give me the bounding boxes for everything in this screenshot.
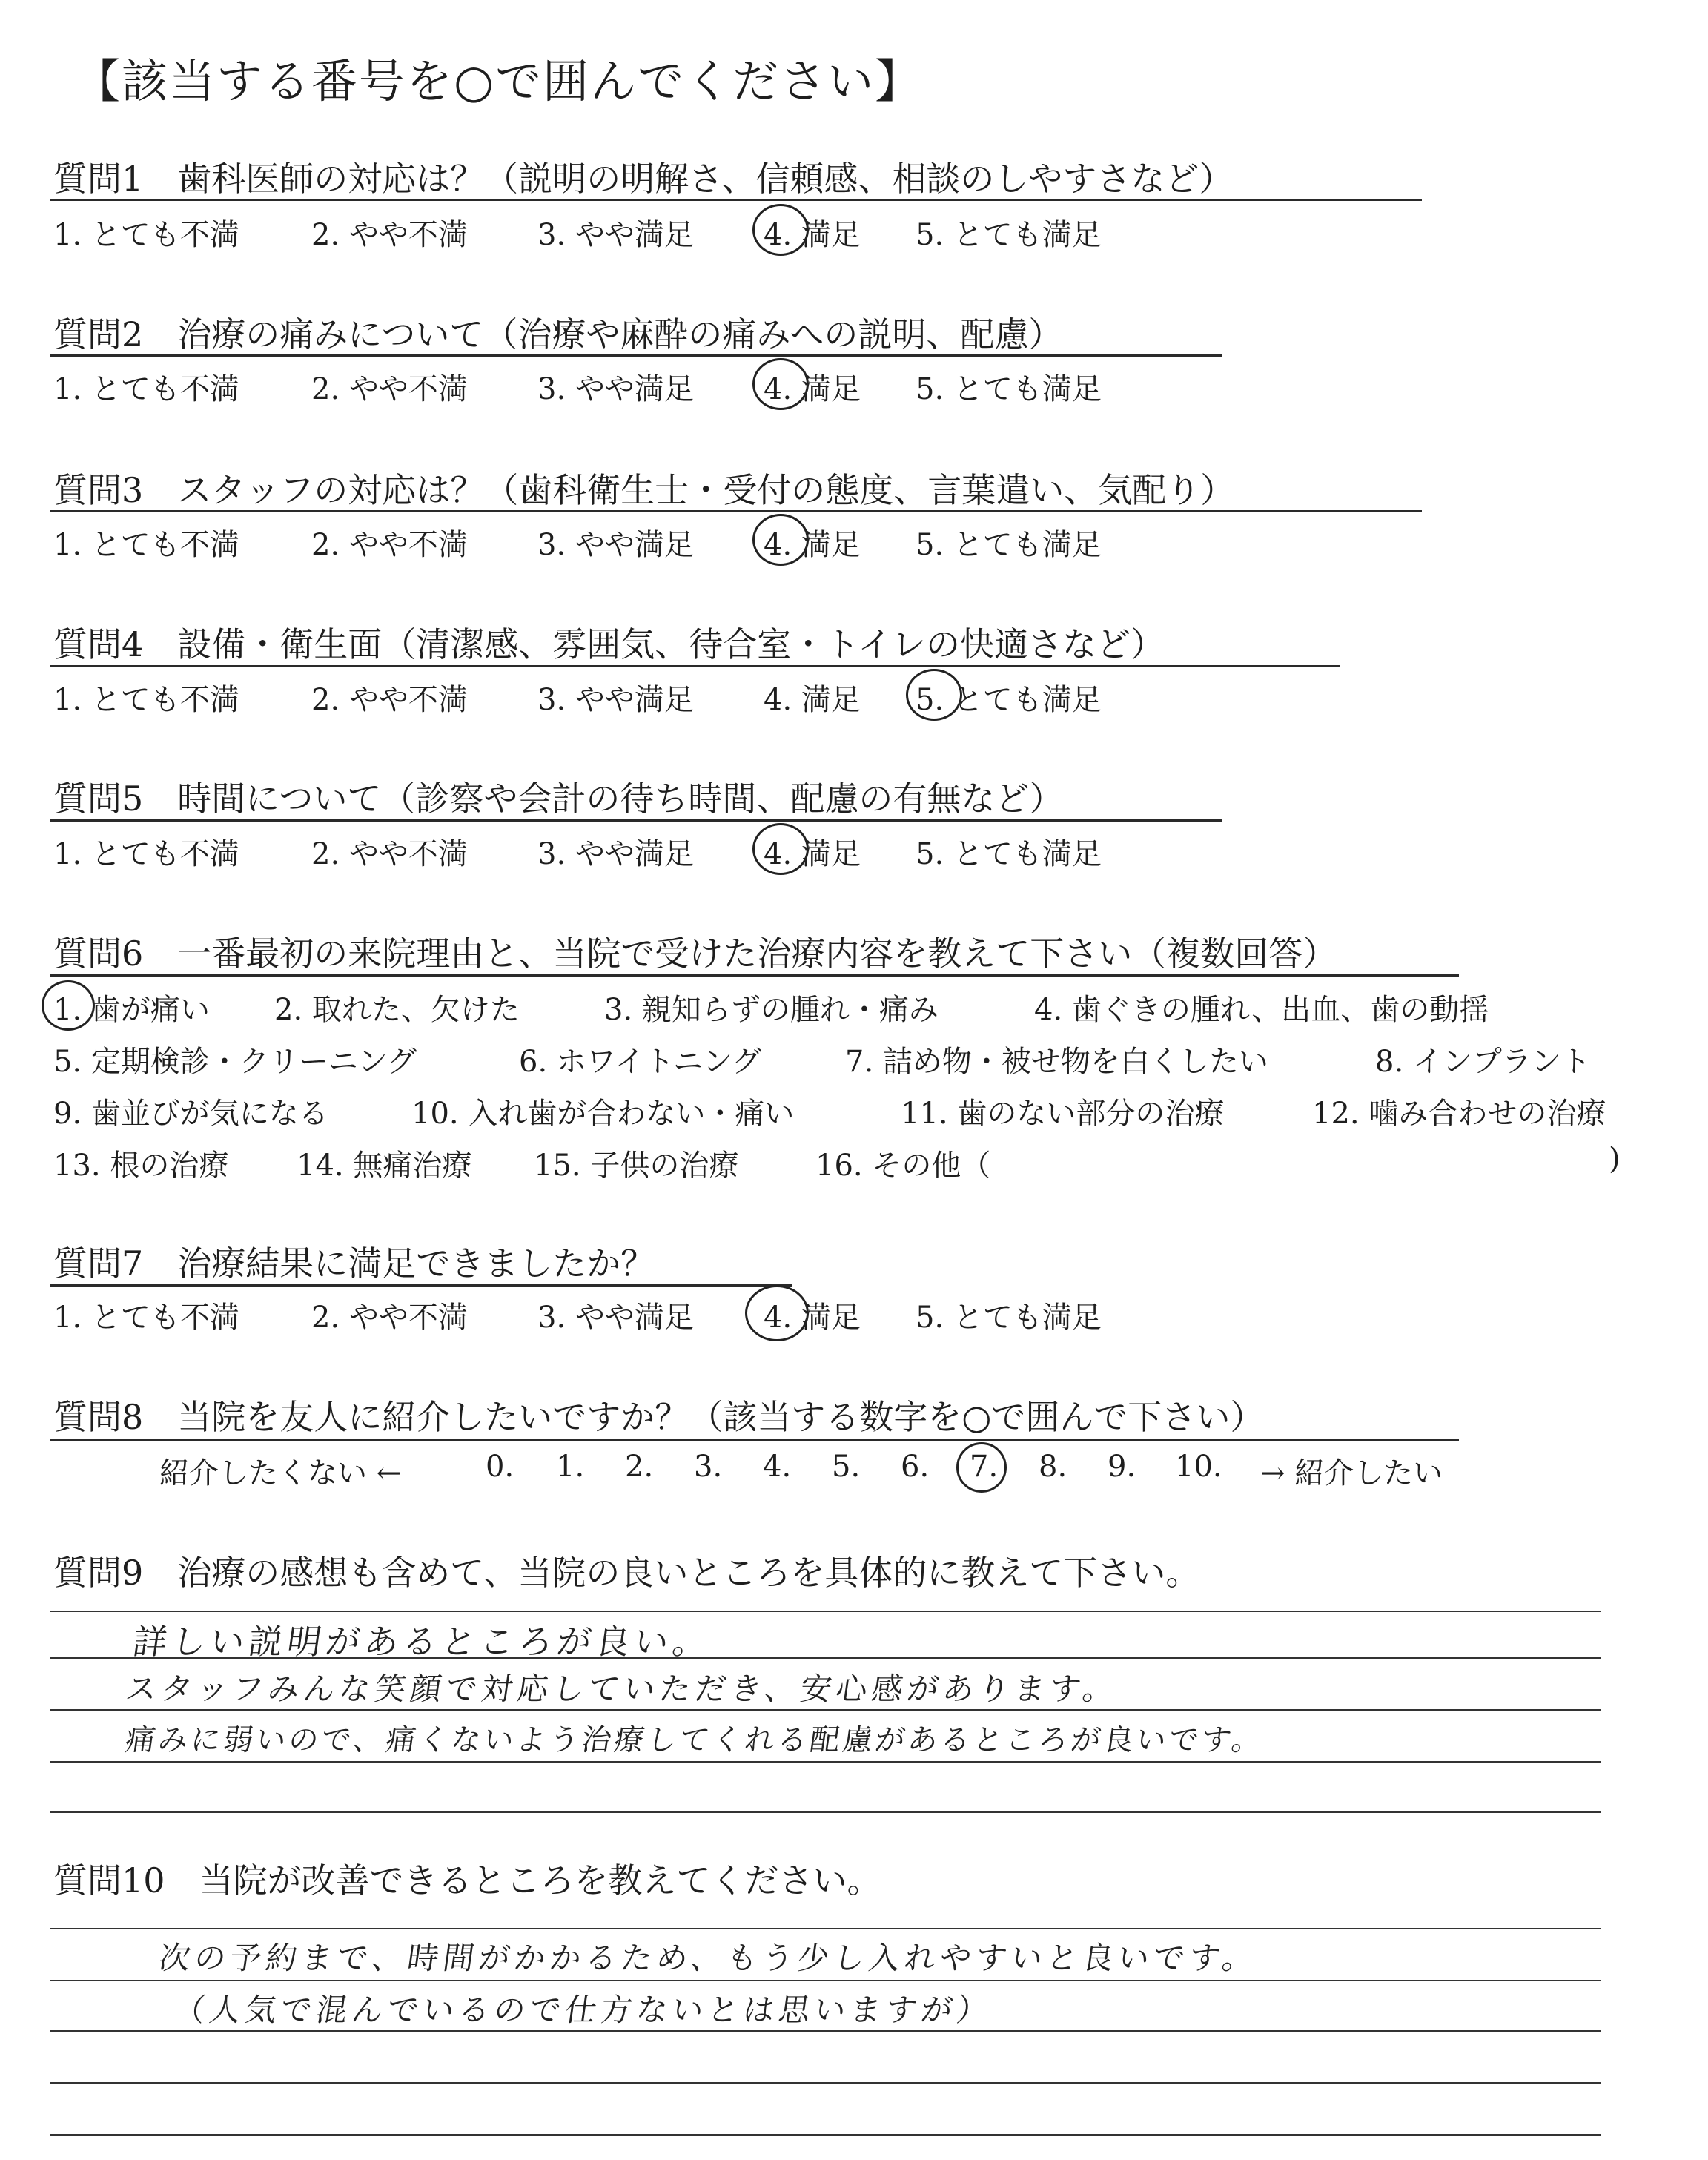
q6-option-11[interactable]: 11. 歯のない部分の治療: [901, 1097, 1225, 1131]
answer-line: [50, 1928, 1601, 1929]
q5-underline: [50, 819, 1222, 822]
answer-line: [50, 2030, 1601, 2032]
q8-score-3[interactable]: 3.: [694, 1450, 723, 1484]
q5-option-3[interactable]: 3. やや満足: [537, 837, 694, 871]
q7-underline: [50, 1284, 792, 1287]
q9-title: 質問9 治療の感想も含めて、当院の良いところを具体的に教えて下さい。: [53, 1553, 1200, 1593]
q6-option-14[interactable]: 14. 無痛治療: [297, 1149, 472, 1183]
q6-underline: [50, 974, 1459, 977]
q8-score-10[interactable]: 10.: [1175, 1450, 1222, 1484]
q8-score-6[interactable]: 6.: [901, 1450, 930, 1484]
q8-score-9[interactable]: 9.: [1108, 1450, 1136, 1484]
q8-title: 質問8 当院を友人に紹介したいですか？（該当する数字を○で囲んで下さい）: [53, 1397, 1265, 1437]
q2-option-5[interactable]: 5. とても満足: [916, 372, 1102, 406]
q8-score-0[interactable]: 0.: [486, 1450, 514, 1484]
q1-option-4[interactable]: 4. 満足: [764, 218, 861, 252]
q1-selection-circle: [752, 204, 809, 256]
q7-option-2[interactable]: 2. やや不満: [311, 1301, 468, 1335]
q7-option-5[interactable]: 5. とても満足: [916, 1301, 1102, 1335]
q4-option-3[interactable]: 3. やや満足: [537, 683, 694, 717]
q2-option-4[interactable]: 4. 満足: [764, 372, 861, 406]
q7-title: 質問7 治療結果に満足できましたか？: [53, 1244, 655, 1284]
q1-option-5[interactable]: 5. とても満足: [916, 218, 1102, 252]
q4-title: 質問4 設備・衛生面（清潔感、雰囲気、待合室・トイレの快適さなど）: [53, 624, 1165, 664]
q8-score-7[interactable]: 7.: [970, 1450, 999, 1484]
answer-line: [50, 2134, 1601, 2136]
q4-underline: [50, 665, 1340, 667]
q5-option-2[interactable]: 2. やや不満: [311, 837, 468, 871]
q4-option-4[interactable]: 4. 満足: [764, 683, 861, 717]
q6-option-7[interactable]: 7. 詰め物・被せ物を白くしたい: [845, 1045, 1268, 1079]
q5-title: 質問5 時間について（診察や会計の待ち時間、配慮の有無など）: [53, 779, 1064, 819]
q3-option-3[interactable]: 3. やや満足: [537, 528, 694, 562]
q6-option-9[interactable]: 9. 歯並びが気になる: [53, 1097, 328, 1131]
q2-title: 質問2 治療の痛みについて（治療や麻酔の痛みへの説明、配慮）: [53, 314, 1063, 354]
q7-option-4[interactable]: 4. 満足: [764, 1301, 861, 1335]
q6-title: 質問6 一番最初の来院理由と、当院で受けた治療内容を教えて下さい（複数回答）: [53, 934, 1337, 974]
q4-option-1[interactable]: 1. とても不満: [53, 683, 239, 717]
q6-option-6[interactable]: 6. ホワイトニング: [519, 1045, 762, 1079]
q1-underline: [50, 199, 1422, 201]
q4-option-5[interactable]: 5. とても満足: [916, 683, 1102, 717]
q8-score-5[interactable]: 5.: [832, 1450, 861, 1484]
q7-option-3[interactable]: 3. やや満足: [537, 1301, 694, 1335]
q5-selection-circle: [752, 823, 809, 875]
q3-title: 質問3 スタッフの対応は？（歯科衛生士・受付の態度、言葉遣い、気配り）: [53, 470, 1235, 510]
q3-selection-circle: [752, 514, 809, 566]
q5-option-1[interactable]: 1. とても不満: [53, 837, 239, 871]
q6-option-13[interactable]: 13. 根の治療: [53, 1149, 229, 1183]
q9-answer-line-3: 痛みに弱いので、痛くないよう治療してくれる配慮があるところが良いです。: [123, 1723, 1267, 1757]
q7-option-1[interactable]: 1. とても不満: [53, 1301, 239, 1335]
q6-option-8[interactable]: 8. インプラント: [1375, 1045, 1591, 1079]
q6-option-10[interactable]: 10. 入れ歯が合わない・痛い: [411, 1097, 795, 1131]
q2-option-2[interactable]: 2. やや不満: [311, 372, 468, 406]
answer-line: [50, 1611, 1601, 1612]
q3-option-1[interactable]: 1. とても不満: [53, 528, 239, 562]
q2-selection-circle: [752, 358, 809, 410]
answer-line: [50, 1980, 1601, 1981]
q6-other-close-paren: ): [1609, 1142, 1621, 1176]
q1-title: 質問1 歯科医師の対応は？（説明の明解さ、信頼感、相談のしやすさなど）: [53, 159, 1234, 199]
q6-option-16[interactable]: 16. その他（: [815, 1149, 991, 1183]
q8-score-4[interactable]: 4.: [763, 1450, 792, 1484]
q1-option-3[interactable]: 3. やや満足: [537, 218, 694, 252]
q5-option-4[interactable]: 4. 満足: [764, 837, 861, 871]
q2-underline: [50, 354, 1222, 357]
answer-line: [50, 1761, 1601, 1763]
q2-option-3[interactable]: 3. やや満足: [537, 372, 694, 406]
q4-option-2[interactable]: 2. やや不満: [311, 683, 468, 717]
q6-selection-circle: [42, 980, 95, 1031]
q8-score-1[interactable]: 1.: [556, 1450, 585, 1484]
q9-answer-line-1: 詳しい説明があるところが良い。: [130, 1622, 715, 1662]
q3-option-2[interactable]: 2. やや不満: [311, 528, 468, 562]
q10-answer-line-2: （人気で混んでいるので仕方ないとは思いますが）: [171, 1992, 996, 2028]
answer-line: [50, 1709, 1601, 1711]
q6-option-12[interactable]: 12. 噛み合わせの治療: [1312, 1097, 1606, 1131]
q6-option-15[interactable]: 15. 子供の治療: [534, 1149, 739, 1183]
q8-left-label: 紹介したくない ←: [159, 1456, 402, 1490]
q8-score-2[interactable]: 2.: [625, 1450, 654, 1484]
q6-option-2[interactable]: 2. 取れた、欠けた: [274, 993, 520, 1027]
q1-option-2[interactable]: 2. やや不満: [311, 218, 468, 252]
q3-option-5[interactable]: 5. とても満足: [916, 528, 1102, 562]
q5-option-5[interactable]: 5. とても満足: [916, 837, 1102, 871]
answer-line: [50, 1811, 1601, 1813]
q6-option-1[interactable]: 1. 歯が痛い: [53, 993, 210, 1027]
q1-option-1[interactable]: 1. とても不満: [53, 218, 239, 252]
q6-option-3[interactable]: 3. 親知らずの腫れ・痛み: [604, 993, 939, 1027]
q4-selection-circle: [906, 669, 962, 721]
q8-underline: [50, 1439, 1459, 1441]
q8-score-8[interactable]: 8.: [1039, 1450, 1068, 1484]
form-header: 【該当する番号を○で囲んでください】: [74, 54, 923, 108]
q9-answer-line-2: スタッフみんな笑顔で対応していただき、安心感があります。: [123, 1671, 1122, 1707]
q8-selection-circle: [956, 1442, 1007, 1493]
q2-option-1[interactable]: 1. とても不満: [53, 372, 239, 406]
q10-title: 質問10 当院が改善できるところを教えてください。: [53, 1860, 881, 1900]
q3-option-4[interactable]: 4. 満足: [764, 528, 861, 562]
q10-answer-line-1: 次の予約まで、時間がかかるため、もう少し入れやすいと良いです。: [156, 1940, 1261, 1976]
q7-selection-circle: [745, 1285, 809, 1341]
answer-line: [50, 2082, 1601, 2084]
q6-option-5[interactable]: 5. 定期検診・クリーニング: [53, 1045, 417, 1079]
q8-right-label: → 紹介したい: [1260, 1456, 1443, 1490]
q6-option-4[interactable]: 4. 歯ぐきの腫れ、出血、歯の動揺: [1034, 993, 1489, 1027]
q3-underline: [50, 510, 1422, 512]
